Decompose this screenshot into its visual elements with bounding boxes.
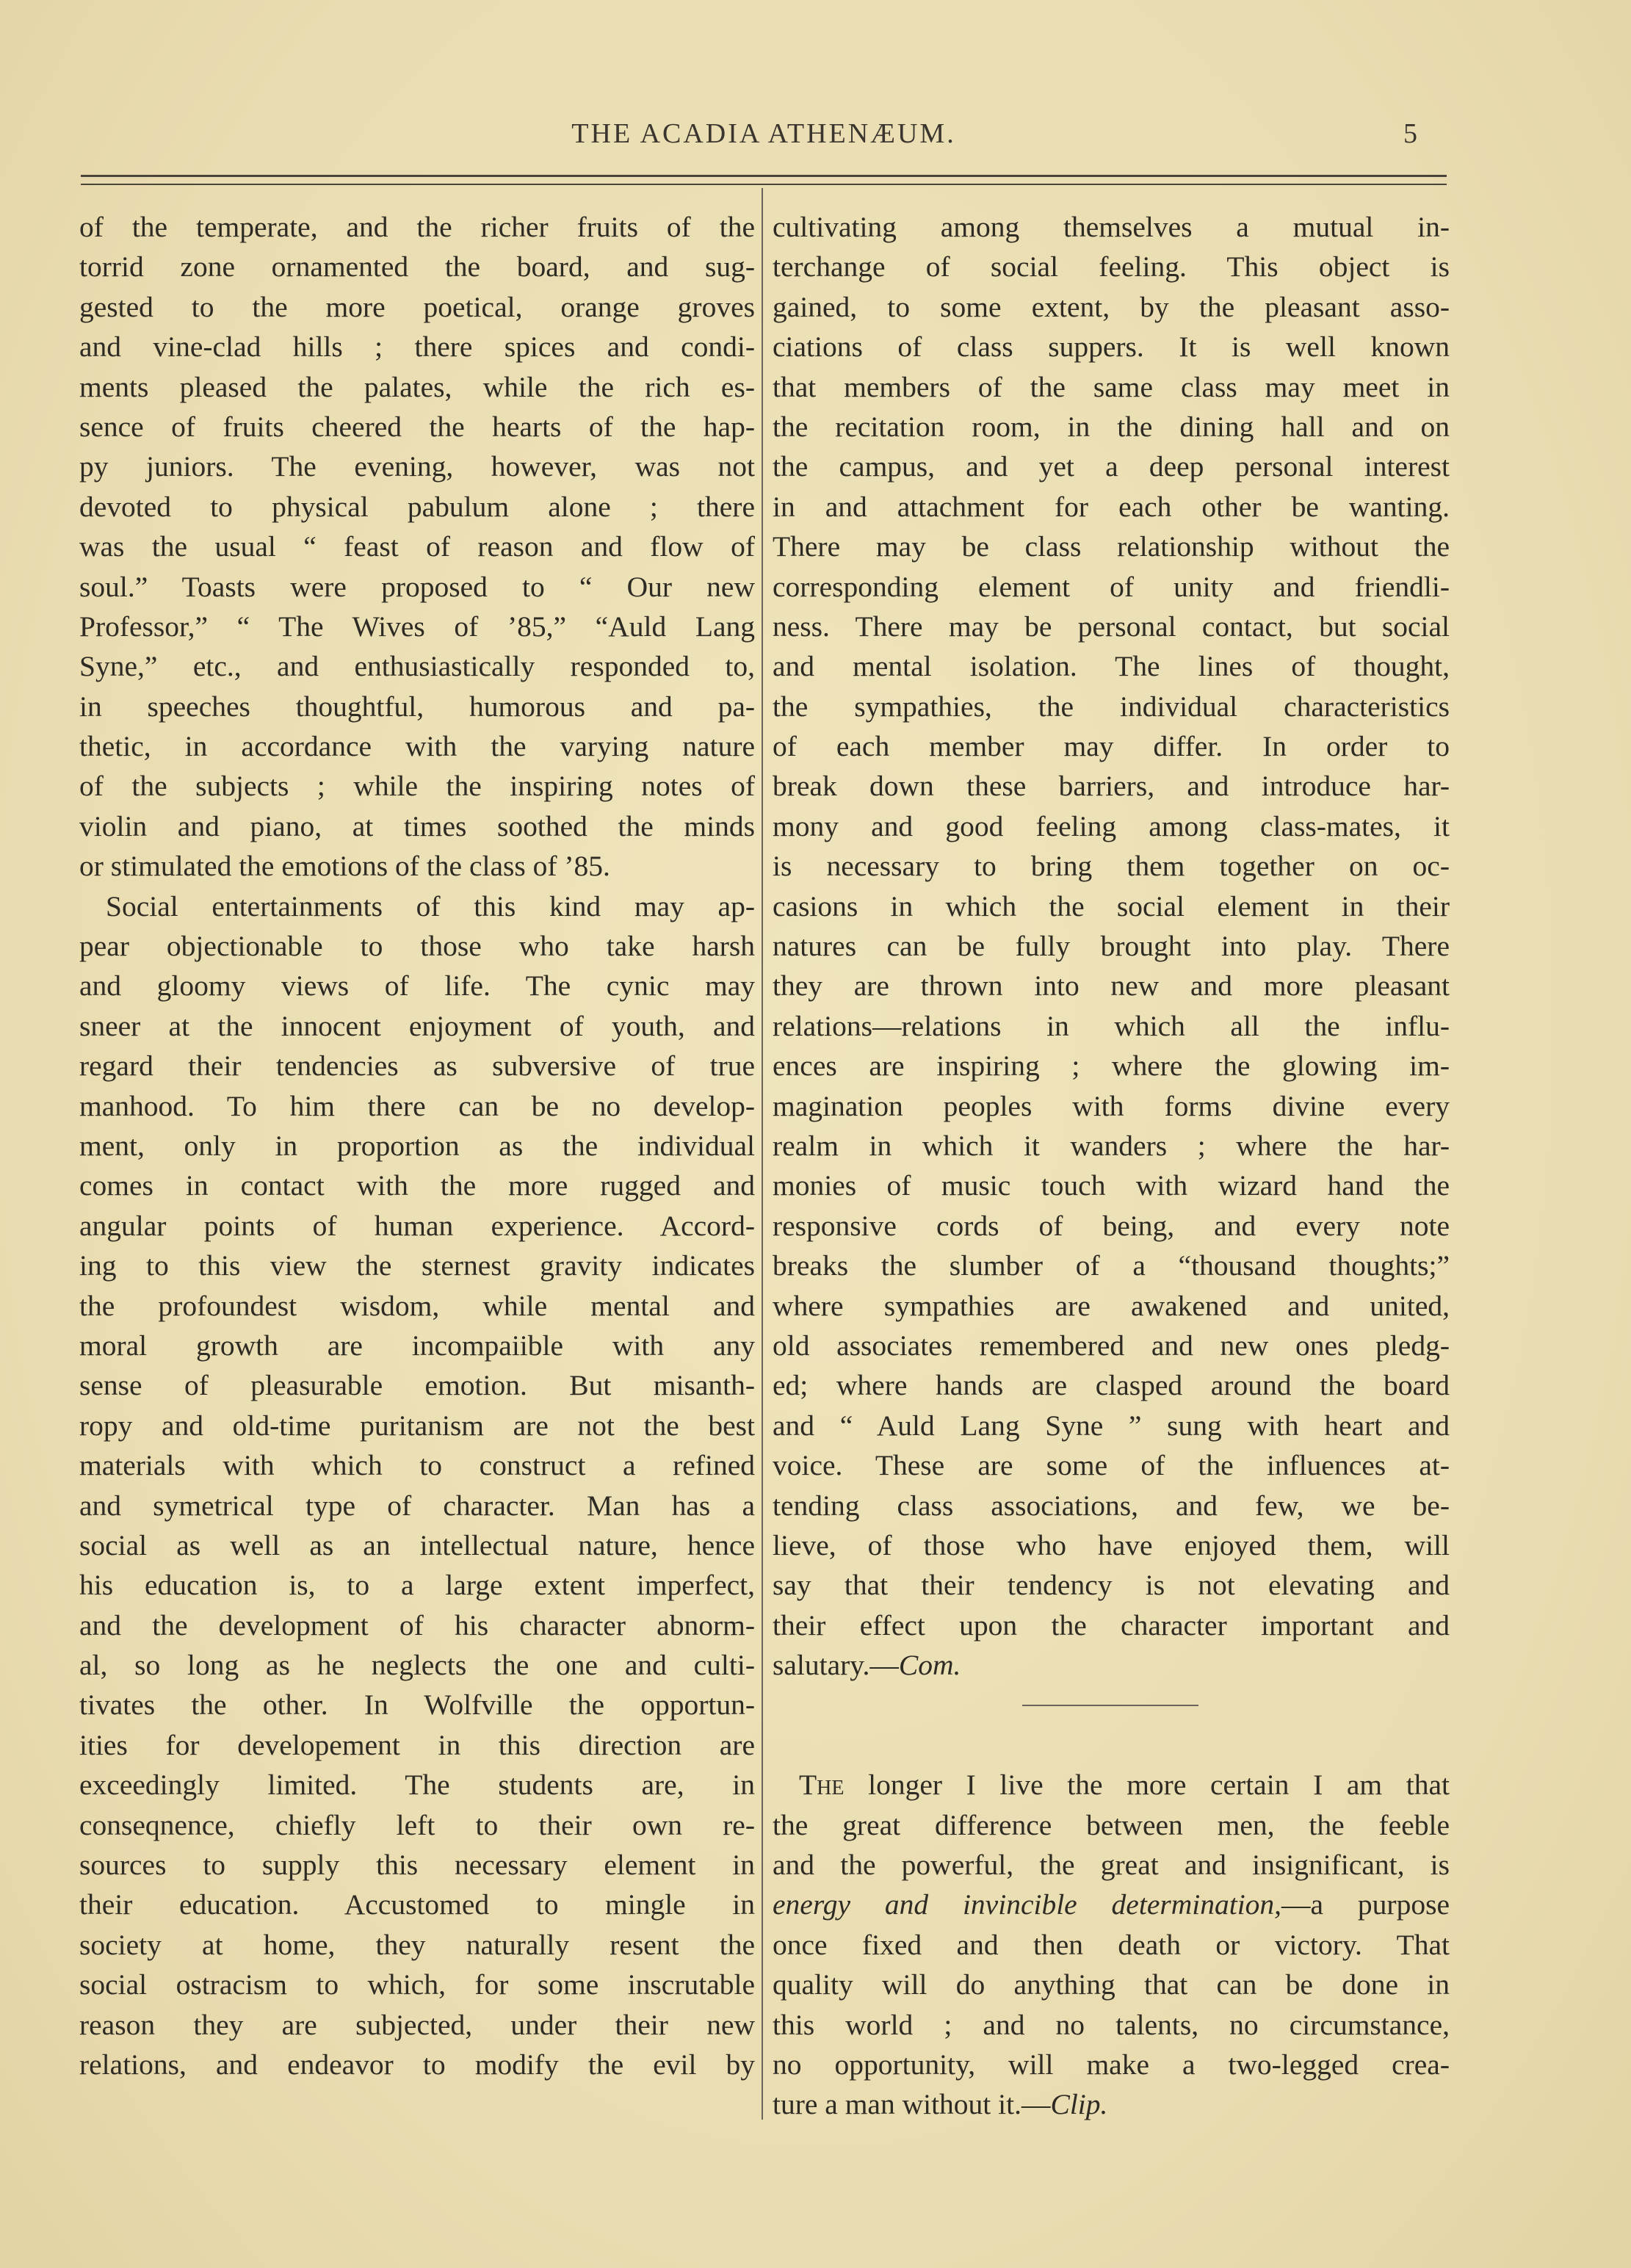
text-line: the sympathies, the individual characteristics bbox=[773, 690, 1450, 723]
right-column bbox=[773, 207, 1450, 2125]
text-line: reason they are subjected, under their new bbox=[79, 2008, 755, 2041]
text-line: of the temperate, and the richer fruits of the bbox=[79, 211, 755, 243]
text-line: ness. There may be personal contact, but social bbox=[773, 610, 1450, 643]
header-rule-double bbox=[81, 184, 1447, 185]
text-line: the great difference between men, the feeble bbox=[773, 1808, 1450, 1841]
text-line: quality will do anything that can be done in bbox=[773, 1968, 1450, 2001]
text-line: energy and invincible determination,—a purpose bbox=[773, 1888, 1450, 1921]
article-separator bbox=[773, 1685, 1450, 1725]
text-line: ing to this view the sternest gravity indicates bbox=[79, 1249, 755, 1282]
text-line: and vine-clad hills ; there spices and condi- bbox=[79, 331, 755, 364]
signature-clip: Clip. bbox=[1050, 2088, 1108, 2121]
column-divider bbox=[762, 188, 763, 2120]
text-line: mony and good feeling among class-mates, it bbox=[773, 809, 1450, 842]
text-line: conseqnence, chiefly left to their own re- bbox=[79, 1808, 755, 1841]
text-line: regard their tendencies as subversive of true bbox=[79, 1050, 755, 1083]
text-line: and the powerful, the great and insignificant, is bbox=[773, 1849, 1450, 1882]
text-line: tending class associations, and few, we be- bbox=[773, 1489, 1450, 1522]
article-class-suppers bbox=[773, 207, 1450, 1645]
text-line: comes in contact with the more rugged and bbox=[79, 1169, 755, 1202]
text-line: sense of pleasurable emotion. But misanth- bbox=[79, 1369, 755, 1402]
text-line: py juniors. The evening, however, was not bbox=[79, 450, 755, 483]
text-line: manhood. To him there can be no develop- bbox=[79, 1089, 755, 1122]
text-line: exceedingly limited. The students are, in bbox=[79, 1769, 755, 1802]
text-line: break down these barriers, and introduce har- bbox=[773, 770, 1450, 803]
text-line: cultivating among themselves a mutual in- bbox=[773, 211, 1450, 243]
text-line: sneer at the innocent enjoyment of youth, and bbox=[79, 1009, 755, 1042]
text-line: magination peoples with forms divine every bbox=[773, 1089, 1450, 1122]
text-line: his education is, to a large extent imperfect, bbox=[79, 1569, 755, 1602]
text-line: where sympathies are awakened and united, bbox=[773, 1289, 1450, 1322]
text-line: of the subjects ; while the inspiring notes of bbox=[79, 770, 755, 803]
text-line: angular points of human experience. Accord- bbox=[79, 1209, 755, 1242]
text-line: voice. These are some of the influences at- bbox=[773, 1449, 1450, 1482]
text-line: the profoundest wisdom, while mental and bbox=[79, 1289, 755, 1322]
text-line: There may be class relationship without the bbox=[773, 530, 1450, 563]
text-line: monies of music touch with wizard hand the bbox=[773, 1169, 1450, 1202]
text-line: of each member may differ. In order to bbox=[773, 730, 1450, 763]
text-line: sources to supply this necessary element in bbox=[79, 1849, 755, 1882]
text-line: thetic, in accordance with the varying nature bbox=[79, 730, 755, 763]
text-line: and symetrical type of character. Man has a bbox=[79, 1489, 755, 1522]
text-line: sence of fruits cheered the hearts of the hap- bbox=[79, 410, 755, 443]
text-line: and the development of his character abnorm- bbox=[79, 1608, 755, 1642]
text-line: natures can be fully brought into play. There bbox=[773, 930, 1450, 963]
text-line: realm in which it wanders ; where the har- bbox=[773, 1129, 1450, 1162]
text-line: breaks the slumber of a “thousand thoughts;” bbox=[773, 1249, 1450, 1282]
text-line: lieve, of those who have enjoyed them, will bbox=[773, 1528, 1450, 1561]
text-line: materials with which to construct a refined bbox=[79, 1449, 755, 1482]
text-line: or stimulated the emotions of the class of ’85. bbox=[79, 850, 610, 883]
text-line: ture a man without it.—Clip. bbox=[773, 2088, 1108, 2121]
text-line: society at home, they naturally resent the bbox=[79, 1928, 755, 1961]
text-line: tivates the other. In Wolfville the opportun- bbox=[79, 1689, 755, 1722]
text-line: old associates remembered and new ones pledg- bbox=[773, 1329, 1450, 1362]
text-line: their effect upon the character important and bbox=[773, 1608, 1450, 1642]
text-line: relations, and endeavor to modify the evil by bbox=[79, 2048, 755, 2081]
text-line: and mental isolation. The lines of thought, bbox=[773, 650, 1450, 683]
text-line: in and attachment for each other be wanting. bbox=[773, 490, 1450, 523]
text-line: al, so long as he neglects the one and culti- bbox=[79, 1649, 755, 1682]
text-line: the recitation room, in the dining hall and on bbox=[773, 410, 1450, 443]
text-line: this world ; and no talents, no circumstance, bbox=[773, 2008, 1450, 2041]
text-line: relations—relations in which all the influ- bbox=[773, 1009, 1450, 1042]
text-line: devoted to physical pabulum alone ; there bbox=[79, 490, 755, 523]
text-line: ities for developement in this direction are bbox=[79, 1728, 755, 1761]
text-line: ropy and old-time puritanism are not the best bbox=[79, 1409, 755, 1442]
article-signature-line: salutary.—Com. bbox=[773, 1649, 961, 1682]
text-line: gested to the more poetical, orange groves bbox=[79, 290, 755, 323]
header-rule bbox=[81, 175, 1447, 177]
text-line: pear objectionable to those who take harsh bbox=[79, 930, 755, 963]
page-header bbox=[81, 118, 1447, 162]
text-line: ments pleased the palates, while the rich es- bbox=[79, 370, 755, 403]
text-line: their education. Accustomed to mingle in bbox=[79, 1888, 755, 1921]
text-line: social ostracism to which, for some inscrutable bbox=[79, 1968, 755, 2001]
text-line: ences are inspiring ; where the glowing im- bbox=[773, 1050, 1450, 1083]
text-line: that members of the same class may meet in bbox=[773, 370, 1450, 403]
text-line: torrid zone ornamented the board, and sug- bbox=[79, 250, 755, 284]
text-line: is necessary to bring them together on oc- bbox=[773, 850, 1450, 883]
text-line: Syne,” etc., and enthusiastically responded to, bbox=[79, 650, 755, 683]
article-energy-clip bbox=[773, 1765, 1450, 2125]
text-line: violin and piano, at times soothed the minds bbox=[79, 809, 755, 842]
text-line: was the usual “ feast of reason and flow of bbox=[79, 530, 755, 563]
text-line: Social entertainments of this kind may ap- bbox=[106, 889, 755, 922]
text-line: in speeches thoughtful, humorous and pa- bbox=[79, 690, 755, 723]
text-line: The longer I live the more certain I am that bbox=[799, 1769, 1450, 1802]
text-line: corresponding element of unity and friendli- bbox=[773, 570, 1450, 603]
text-line: the campus, and yet a deep personal interest bbox=[773, 450, 1450, 483]
text-line: no opportunity, will make a two-legged crea- bbox=[773, 2048, 1450, 2081]
text-line: once fixed and then death or victory. That bbox=[773, 1928, 1450, 1961]
signature-com: Com. bbox=[898, 1649, 961, 1682]
text-line: they are thrown into new and more pleasant bbox=[773, 969, 1450, 1003]
text-line: Professor,” “ The Wives of ’85,” “Auld Lang bbox=[79, 610, 755, 643]
text-line: say that their tendency is not elevating and bbox=[773, 1569, 1450, 1602]
text-line: and “ Auld Lang Syne ” sung with heart and bbox=[773, 1409, 1450, 1442]
page-number: 5 bbox=[1403, 118, 1417, 149]
left-column bbox=[79, 207, 755, 2084]
text-line: casions in which the social element in their bbox=[773, 889, 1450, 922]
publication-title: THE ACADIA ATHENÆUM. bbox=[571, 118, 956, 149]
text-line: responsive cords of being, and every note bbox=[773, 1209, 1450, 1242]
text-line: terchange of social feeling. This object is bbox=[773, 250, 1450, 284]
text-line: ment, only in proportion as the individual bbox=[79, 1129, 755, 1162]
text-line: moral growth are incompaiible with any bbox=[79, 1329, 755, 1362]
text-line: and gloomy views of life. The cynic may bbox=[79, 969, 755, 1003]
text-line: ciations of class suppers. It is well known bbox=[773, 331, 1450, 364]
text-line: social as well as an intellectual nature, hence bbox=[79, 1528, 755, 1561]
text-line: soul.” Toasts were proposed to “ Our new bbox=[79, 570, 755, 603]
text-line: gained, to some extent, by the pleasant asso- bbox=[773, 290, 1450, 323]
text-line: ed; where hands are clasped around the board bbox=[773, 1369, 1450, 1402]
